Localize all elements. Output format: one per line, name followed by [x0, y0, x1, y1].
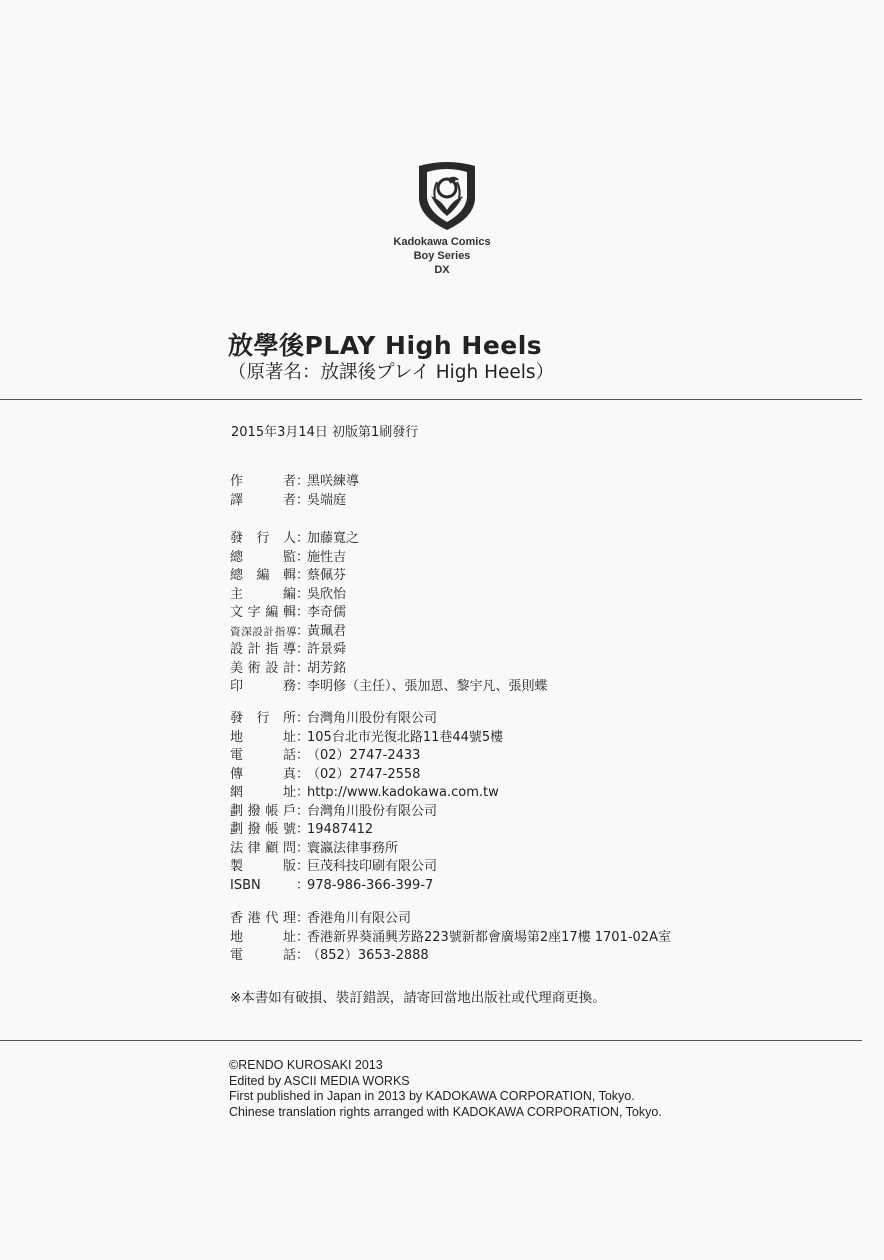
credit-row: 總監 ： 施性吉 — [230, 549, 548, 568]
copyright-line: First published in Japan in 2013 by KADOKAWA CORPORATION, Tokyo. — [229, 1089, 635, 1103]
credit-row: 美術設計 ： 胡芳銘 — [230, 660, 548, 679]
author-credits — [230, 473, 359, 510]
credit-row: 劃撥帳戶 ： 台灣角川股份有限公司 — [230, 803, 503, 822]
imprint-line-3: DX — [434, 264, 450, 276]
credit-value: 吳端庭 — [307, 492, 347, 508]
credit-value: 胡芳銘 — [307, 660, 347, 676]
credit-row: 發行所 ： 台灣角川股份有限公司 — [230, 710, 503, 729]
imprint-line-1: Kadokawa Comics — [393, 236, 491, 248]
credit-key: 資深設計指導 — [230, 625, 296, 638]
damage-notice: ※本書如有破損、裝訂錯誤，請寄回當地出版社或代理商更換。 — [230, 990, 606, 1006]
credit-value: 施性吉 — [307, 549, 347, 565]
credit-key: 總編輯 — [230, 568, 296, 583]
credit-key: 發行所 — [230, 711, 296, 726]
credit-key: 作者 — [230, 474, 296, 489]
credit-key: 劃撥帳戶 — [230, 803, 296, 819]
credit-value: 巨茂科技印刷有限公司 — [307, 859, 438, 874]
credit-row: ISBN ： 978-986-366-399-7 — [230, 877, 503, 896]
credit-key: 劃撥帳號 — [230, 822, 296, 837]
credit-row: 法律顧問 ： 寰瀛法律事務所 — [230, 840, 503, 859]
credit-value: 吳欣怡 — [307, 586, 347, 602]
staff-credits — [230, 530, 548, 697]
credit-row: 資深設計指導 ： 黃珮君 — [230, 623, 548, 642]
credit-row: 文字編輯 ： 李奇儒 — [230, 604, 548, 623]
credit-row: 香港代理 ： 香港角川有限公司 — [230, 910, 671, 929]
credit-value: 香港新界葵涌興芳路223號新都會廣場第2座17樓 1701-02A室 — [307, 929, 671, 945]
credit-key: 法律顧問 — [230, 840, 296, 856]
imprint-line-2: Boy Series — [413, 250, 471, 262]
credit-key: 地址 — [230, 929, 296, 945]
credit-key: 設計指導 — [230, 642, 296, 657]
divider-top — [0, 399, 862, 400]
credit-value: （02）2747-2558 — [307, 766, 421, 782]
credit-key: 文字編輯 — [230, 605, 296, 620]
credit-value: （02）2747-2433 — [307, 748, 421, 763]
credit-row: 劃撥帳號 ： 19487412 — [230, 821, 503, 840]
credit-row: 設計指導 ： 許景舜 — [230, 641, 548, 660]
credit-row: 地址 ： 香港新界葵涌興芳路223號新都會廣場第2座17樓 1701-02A室 — [230, 929, 671, 948]
publisher-info — [230, 710, 503, 895]
credit-row: 發行人 ： 加藤寬之 — [230, 530, 548, 549]
credit-value: 加藤寬之 — [307, 531, 360, 546]
credit-row: 網址 ： http://www.kadokawa.com.tw — [230, 784, 503, 803]
credit-value: 李明修（主任）、張加恩、黎宇凡、張則蝶 — [307, 679, 548, 694]
credit-value: 黃珮君 — [307, 623, 347, 639]
credit-key: 印務 — [230, 679, 296, 694]
credit-key: 總監 — [230, 549, 296, 565]
credit-key: 電話 — [230, 948, 296, 963]
credit-value: 台灣角川股份有限公司 — [307, 711, 438, 726]
website-value: http://www.kadokawa.com.tw — [307, 785, 499, 800]
book-title: 放學後PLAY High Heels — [228, 331, 543, 360]
credit-value: 寰瀛法律事務所 — [307, 840, 399, 856]
credit-value: 李奇儒 — [307, 605, 347, 620]
credit-row: 印務 ： 李明修（主任）、張加恩、黎宇凡、張則蝶 — [230, 678, 548, 697]
credit-row: 地址 ： 105台北市光復北路11巷44號5樓 — [230, 729, 503, 748]
credit-key: 電話 — [230, 748, 296, 763]
credit-key: ISBN — [230, 877, 261, 893]
copyright-line: Edited by ASCII MEDIA WORKS — [229, 1073, 410, 1088]
credit-row: 製版 ： 巨茂科技印刷有限公司 — [230, 858, 503, 877]
credit-key: 美術設計 — [230, 660, 296, 676]
copyright-block — [229, 1058, 662, 1120]
credit-row: 電話 ： （02）2747-2433 — [230, 747, 503, 766]
divider-bottom — [0, 1040, 862, 1041]
credit-row: 總編輯 ： 蔡佩芬 — [230, 567, 548, 586]
copyright-line: ©RENDO KUROSAKI 2013 — [229, 1058, 383, 1072]
credit-value: 許景舜 — [307, 642, 347, 657]
credit-value: 台灣角川股份有限公司 — [307, 803, 438, 819]
isbn-value: 978-986-366-399-7 — [307, 877, 434, 893]
credit-value: 19487412 — [307, 822, 374, 837]
credit-value: 黑咲練導 — [307, 474, 360, 489]
credit-key: 主編 — [230, 586, 296, 602]
copyright-line: Chinese translation rights arranged with KADOKAWA CORPORATION, Tokyo. — [229, 1104, 662, 1119]
credit-key: 地址 — [230, 729, 296, 745]
credit-row: 電話 ： （852）3653-2888 — [230, 947, 671, 966]
credit-value: 香港角川有限公司 — [307, 911, 412, 926]
credit-key: 譯者 — [230, 492, 296, 508]
credit-row: 主編 ： 吳欣怡 — [230, 586, 548, 605]
credit-key: 發行人 — [230, 531, 296, 546]
credit-row: 作者 ： 黑咲練導 — [230, 473, 359, 492]
credit-key: 香港代理 — [230, 911, 296, 926]
credit-value: 蔡佩芬 — [307, 568, 347, 583]
original-title: （原著名：放課後プレイ High Heels） — [228, 362, 555, 383]
credit-key: 傳真 — [230, 766, 296, 782]
publication-date: 2015年3月14日 初版第1刷發行 — [231, 425, 419, 440]
credit-key: 網址 — [230, 785, 296, 800]
credit-value: （852）3653-2888 — [307, 948, 429, 963]
credit-key: 製版 — [230, 859, 296, 874]
credit-value: 105台北市光復北路11巷44號5樓 — [307, 729, 504, 745]
hk-agent-info — [230, 910, 671, 966]
credit-row: 傳真 ： （02）2747-2558 — [230, 766, 503, 785]
credit-row: 譯者 ： 吳端庭 — [230, 492, 359, 511]
phoenix-logo-icon — [407, 160, 487, 234]
